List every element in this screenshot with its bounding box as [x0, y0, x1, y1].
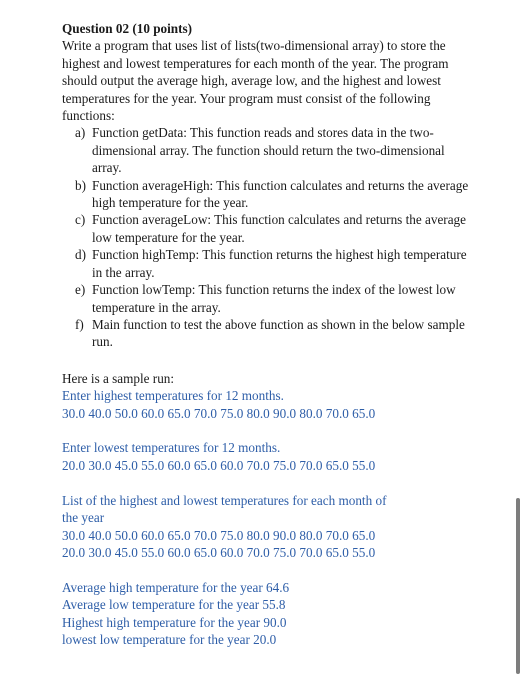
- average-high-output: Average high temperature for the year 64.6: [62, 579, 290, 595]
- vertical-scrollbar[interactable]: [516, 498, 520, 674]
- spacer: [62, 422, 472, 440]
- list-item-text: Function lowTemp: This function returns the index of the lowest low temperature in the array.: [92, 282, 456, 315]
- highest-high-output: Highest high temperature for the year 90.0: [62, 614, 287, 630]
- list-item-marker: e): [75, 282, 86, 298]
- list-heading-continued: the year: [62, 510, 105, 526]
- list-low-values: 20.0 30.0 45.0 55.0 60.0 65.0 60.0 70.0 75.0 70.0 65.0 55.0: [62, 544, 376, 560]
- function-list: [62, 124, 472, 350]
- list-item: [62, 177, 472, 212]
- average-low-output: Average low temperature for the year 55.8: [62, 597, 286, 613]
- list-item-text: Function averageLow: This function calculates and returns the average low temperature for the year.: [92, 212, 466, 245]
- low-values: 20.0 30.0 45.0 55.0 60.0 65.0 60.0 70.0 75.0 70.0 65.0 55.0: [62, 457, 376, 473]
- list-item-text: Function getData: This function reads and stores data in the two-dimensional array. The function should return the two-dimensional array.: [92, 125, 445, 176]
- list-item-marker: c): [75, 212, 86, 228]
- list-item: [62, 246, 472, 281]
- list-item: [62, 124, 472, 176]
- lowest-low-output: lowest low temperature for the year 20.0: [62, 632, 277, 648]
- list-item: [62, 211, 472, 246]
- list-item-marker: b): [75, 177, 86, 193]
- list-item: [62, 316, 472, 351]
- spacer: [62, 474, 472, 492]
- list-item-text: Main function to test the above function as shown in the below sample run.: [92, 316, 465, 350]
- sample-run: [62, 370, 472, 649]
- list-item-text: Function highTemp: This function returns the highest high temperature in the array.: [92, 247, 467, 280]
- low-prompt: Enter lowest temperatures for 12 months.: [62, 440, 281, 456]
- document-page: [62, 20, 472, 649]
- list-item: [62, 281, 472, 316]
- high-prompt: Enter highest temperatures for 12 months.: [62, 388, 284, 404]
- sample-heading: Here is a sample run:: [62, 370, 175, 386]
- list-high-values: 30.0 40.0 50.0 60.0 65.0 70.0 75.0 80.0 90.0 80.0 70.0 65.0: [62, 527, 376, 543]
- list-item-marker: f): [75, 316, 84, 332]
- spacer: [62, 561, 472, 579]
- question-title: Question 02 (10 points): [62, 21, 193, 36]
- list-heading: List of the highest and lowest temperatures for each month of: [62, 492, 387, 508]
- list-item-marker: d): [75, 247, 86, 263]
- list-item-text: Function averageHigh: This function calculates and returns the average high temperature for the year.: [92, 177, 469, 211]
- list-item-marker: a): [75, 125, 86, 141]
- high-values: 30.0 40.0 50.0 60.0 65.0 70.0 75.0 80.0 90.0 80.0 70.0 65.0: [62, 405, 376, 421]
- question-intro: Write a program that uses list of lists(two-dimensional array) to store the highest and lowest temperatures for each month of the year. The program should output the average high, average low, and the highest and lowest temperatures for the year. Your program must consist of the following functions:: [62, 38, 449, 124]
